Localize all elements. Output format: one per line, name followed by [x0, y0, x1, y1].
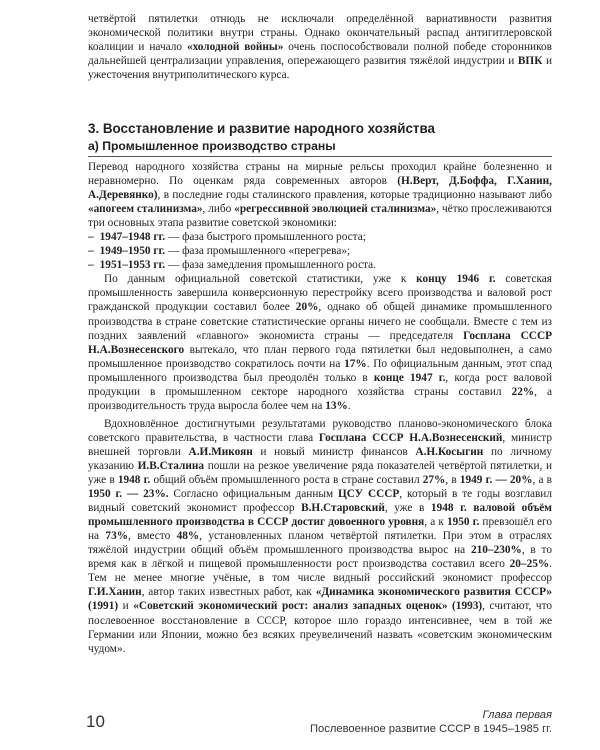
text-run: превзошёл его на: [88, 516, 552, 543]
book-title: Послевоенное развитие СССР в 1945–1985 гг.: [310, 723, 552, 735]
text-run: , установленных планом четвёртой пятилетки. При этом в отраслях тяжёлой индустрии общий объём промышленного производства вырос на: [88, 530, 552, 557]
text-run: , а в: [532, 474, 552, 487]
bold-term: 1948 г.: [117, 474, 151, 487]
text-run: , а производительность труда выросла более чем на: [88, 385, 552, 412]
bold-term: 20–25%: [509, 558, 550, 571]
bold-term: 73%: [105, 530, 129, 543]
text-run: советская промышленность завершила конверсионную перестройку всего производства и валовой рост гражданской продукции составил более: [88, 273, 552, 314]
bold-term: «апогеем сталинизма»: [88, 203, 203, 216]
bold-term: Г.И.Ханин: [88, 586, 142, 599]
bold-term: Госплана СССР Н.А.Вознесенский: [318, 431, 503, 444]
bold-term: 20%: [295, 301, 319, 314]
text-run: , в: [445, 474, 460, 487]
text-run: , когда рост валовой продукции в промышленном секторе народного хозяйства страны составил: [88, 371, 552, 398]
paragraph-transition: [88, 160, 552, 230]
text-run: , чётко прослеживаются три основных этапа развитие советской экономики:: [88, 203, 552, 230]
text-run: Перевод народного хозяйства страны на мирные рельсы проходил крайне болезненно и неравномерно. По оценкам ряда современных авторов: [88, 161, 552, 188]
text-run: , вместо: [128, 530, 177, 543]
bold-term: А.Н.Косыгин: [415, 445, 484, 458]
text-run: . По официальным данным, этот спад промышленного производства был преодолён только в: [88, 357, 552, 384]
phase-years: 1951–1953 гг.: [99, 259, 166, 272]
bold-term: 13%: [325, 399, 348, 412]
text-run: , считают, что послевоенное восстановление в СССР, которое шло гораздо интенсивнее, чем в той же Германии или Японии, можно без всяких преувеличений назвать «советским экономическим чудом».: [88, 600, 552, 655]
phase-text: — фаза быстрого промышленного роста;: [165, 231, 366, 244]
text-run: общий объём промышленного роста в стране составил: [150, 474, 423, 487]
bold-term: 48%: [176, 530, 200, 543]
bold-term: И.В.Сталина: [137, 459, 205, 472]
text-run: Согласно официальным данным: [168, 488, 339, 501]
text-run: по личному указанию: [88, 445, 552, 472]
bold-term: «регрессивной эволюцией сталинизма»: [234, 203, 437, 216]
text-run: , автор таких известных работ, как: [141, 586, 316, 599]
bold-term: А.И.Микоян: [188, 445, 253, 458]
bold-term: «Советский экономический рост: анализ западных оценок» (1993): [133, 600, 483, 613]
bold-term: 22%: [511, 385, 535, 398]
paragraph-statistics: [88, 272, 552, 412]
bold-term: ВПК: [517, 55, 543, 68]
text-run: , однако об общей динамике промышленного производства в стране советские статистические органы ничего не сообщали. Вместе с тем из поздних заявлений «главного» экономиста страны — председателя: [88, 301, 552, 342]
phase-item: – 1951–1953 гг. — фаза замедления промышленного роста.: [88, 259, 377, 272]
phase-years: 1949–1950 гг.: [99, 245, 166, 258]
phase-item: – 1947–1948 гг. — фаза быстрого промышленного роста;: [88, 231, 366, 244]
bold-term: (Н.Верт, Д.Боффа, Г.Ханин, А.Деревянко): [88, 175, 552, 202]
phase-text: — фаза промышленного «перегрева»;: [165, 245, 351, 258]
intro-paragraph: [88, 12, 552, 82]
text-run: четвёртой пятилетки отнюдь не исключали определённой вариативности развития экономической политики внутри страны. Однако окончательный распад антигитлеровской коалиции и начало: [88, 13, 552, 54]
text-run: и новый министр финансов: [252, 445, 416, 458]
bold-term: В.Н.Старовский: [301, 502, 385, 515]
bold-term: 17%: [344, 357, 367, 370]
bold-term: 1950 г. — 23%.: [88, 488, 169, 501]
text-run: . Тем не менее многие учёные, в том числе видный российский экономист профессор: [88, 558, 552, 585]
bold-term: концу 1946 г.: [416, 273, 496, 286]
bold-term: 1949 г. — 20%: [459, 474, 533, 487]
bold-term: конце 1947 г.: [373, 371, 446, 384]
main-text: [88, 160, 552, 656]
text-run: , министр внешней торговли: [88, 431, 552, 458]
page-number: 10: [86, 712, 105, 731]
text-run: , в последние годы сталинского правления, которые традиционно называют либо: [157, 189, 552, 202]
text-run: .: [347, 399, 351, 412]
text-run: Вдохновлённое достигнутыми результатами руководство планово-экономического блока советского правительства, в частности глава: [88, 417, 552, 444]
phase-item: – 1949–1950 гг. — фаза промышленного «перегрева»;: [88, 245, 351, 258]
text-run: По данным официальной советской статистики, уже к: [104, 273, 417, 286]
bold-term: «Динамика экономического развития СССР» (1991): [88, 586, 552, 613]
text-run: , либо: [202, 203, 235, 216]
bold-term: 27%: [422, 474, 446, 487]
bold-term: Госплана СССР Н.А.Вознесенского: [88, 329, 552, 356]
text-run: очень поспособствовали полной победе сторонников дальнейшей централизации управления, опережающего развития тяжёлой индустрии и: [88, 41, 552, 68]
phase-text: — фаза замедления промышленного роста.: [165, 259, 377, 272]
text-run: , а к: [424, 516, 447, 529]
subsection-title: а) Промышленное производство страны: [88, 139, 552, 157]
text-run: и ужесточения внутриполитического курса.: [88, 55, 552, 82]
text-run: , который в те годы возглавил видный советский экономист профессор: [88, 488, 552, 515]
bold-term: «холодной войны»: [186, 41, 284, 54]
text-run: , уже в: [384, 502, 431, 515]
text-run: и: [118, 600, 134, 613]
text-run: пошли на резкое увеличение ряда показателей четвёртой пятилетки, и уже в: [88, 459, 553, 487]
phase-years: 1947–1948 гг.: [99, 231, 166, 244]
text-run: вытекало, что план первого года пятилетки был недовыполнен, а само промышленное производство сократилось почти на: [88, 343, 552, 370]
bold-term: 1950 г.: [446, 516, 480, 529]
running-footer: [310, 708, 552, 736]
text-run: , в то время как в лёгкой и пищевой промышленности рост производства составил всего: [88, 544, 552, 571]
bold-term: 210–230%: [470, 544, 522, 557]
paragraph-growth: [88, 417, 552, 656]
section-title: 3. Восстановление и развитие народного хозяйства: [88, 121, 435, 136]
bold-term: ЦСУ СССР: [338, 488, 400, 501]
bold-term: 1948 г. валовой объём промышленного производства в СССР достиг довоенного уровня: [88, 502, 552, 529]
chapter-label: Глава первая: [482, 709, 552, 721]
